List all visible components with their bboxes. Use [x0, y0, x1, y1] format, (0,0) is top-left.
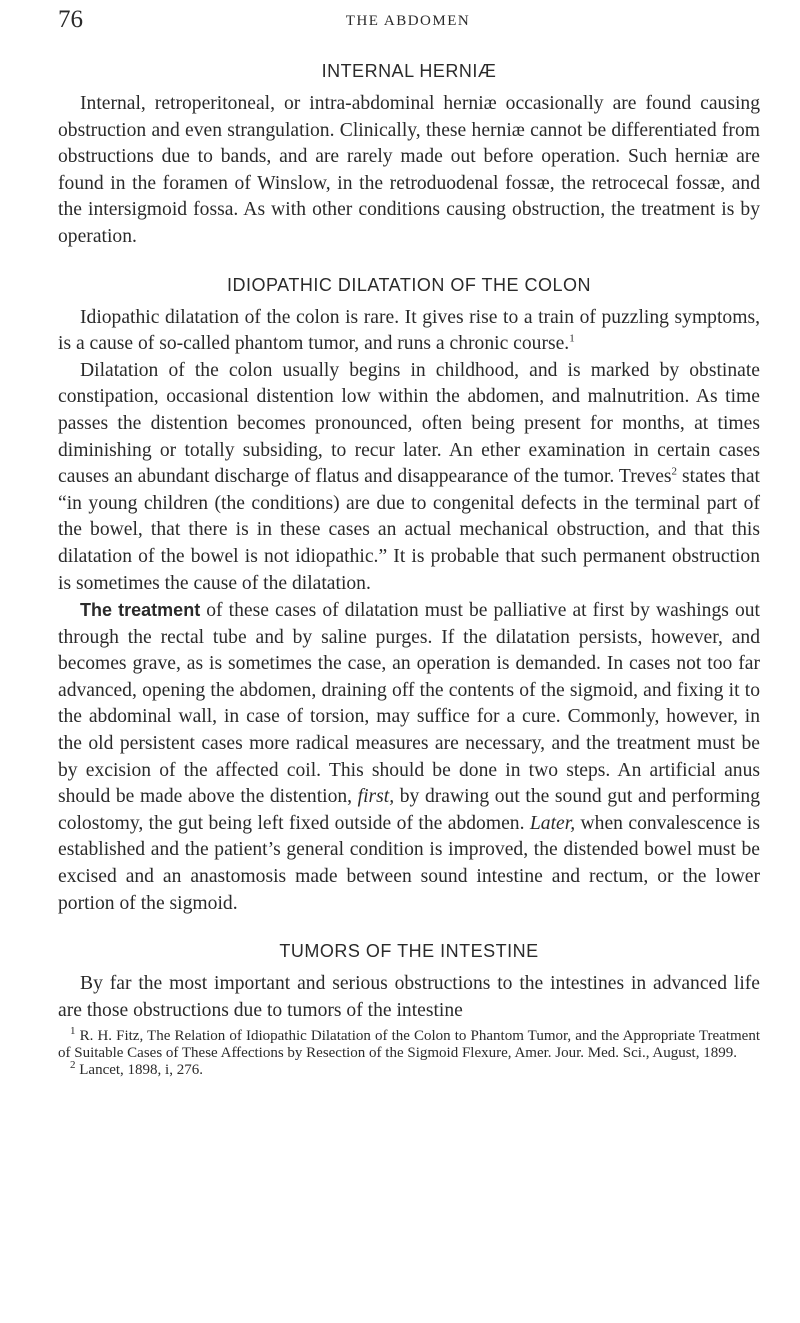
footnote-text: R. H. Fitz, The Relation of Idiopathic Dilatation of the Colon to Phantom Tumor, and the Appropriate Treatment of Suitable Cases of These Affections by Resection of the Sigmoid Flexure, Amer. Jour. Med. Sci., August, 1899. — [58, 1028, 760, 1062]
emphasis: Later, — [529, 812, 576, 834]
section-heading: TUMORS OF THE INTESTINE — [279, 941, 539, 962]
section-tumors — [58, 938, 760, 1024]
paragraph: By far the most important and serious obstructions to the intestines in advanced life are those obstructions due to tumors of the intestine — [58, 973, 760, 1021]
footnote — [58, 1025, 760, 1062]
page-number: 76 — [58, 6, 83, 33]
footnote — [58, 1059, 760, 1079]
footnote-mark: 2 — [70, 1059, 76, 1072]
paragraph-text: of these cases of dilatation must be palliative at first by washings out through the rectal tube and by saline purges. If the dilatation persists, however, and becomes grave, as is sometimes the case, an operation is demanded. In cases not too far advanced, opening the abdomen, draining off the contents of the sigmoid, and fixing it to the abdominal wall, in case of torsion, may suffice for a cure. Commonly, however, in the old persistent cases more radical measures are necessary, and the treatment must be by excision of the affected coil. This should be done in two steps. An artificial anus should be made above the distention, — [58, 600, 760, 808]
emphasis: first, — [357, 786, 395, 808]
lead-in: The treatment — [80, 600, 201, 621]
paragraph-text: when convalescence is established and the patient’s general condition is improved, the distended bowel must be excised and an anastomosis made between sound intestine and rectum, or the lower portion of the sigmoid. — [58, 812, 760, 914]
section-idiopathic-dilatation — [58, 272, 760, 918]
section-heading: INTERNAL HERNIÆ — [321, 61, 497, 81]
footnote-ref[interactable]: 1 — [569, 332, 575, 345]
paragraph-text: Dilatation of the colon usually begins in childhood, and is marked by obstinate constipation, occasional distention low within the abdomen, and malnutrition. As time passes the distention becomes pronounced, often being present for months, at times diminishing or totally subsiding, to recur later. An ether examination in certain cases causes an abundant discharge of flatus and disappearance of the tumor. Treves — [58, 359, 760, 488]
footnote-mark: 1 — [70, 1025, 76, 1038]
paragraph — [58, 358, 760, 597]
paragraph: Internal, retroperitoneal, or intra-abdominal herniæ occasionally are found causing obstruction and even strangulation. Clinically, these herniæ cannot be differentiated from obstructions due to bands, and are rarely made out before operation. Such herniæ are found in the foramen of Winslow, in the retroduodenal fossæ, the retrocecal fossæ, and the intersigmoid fossa. As with other conditions causing obstruction, the treatment is by operation. — [58, 93, 760, 247]
running-head — [58, 6, 758, 36]
section-internal-herniae — [58, 58, 760, 251]
paragraph — [58, 305, 760, 358]
paragraph — [58, 597, 760, 917]
paragraph-text: states that “in young children (the conditions) are due to congenital defects in the terminal part of the bowel, that there is in these cases an actual mechanical obstruction, and that this dilatation of the bowel is not idiopathic.” It is probable that such permanent obstruction is sometimes the cause of the dilatation. — [58, 466, 760, 594]
running-title: THE ABDOMEN — [345, 13, 471, 29]
footnotes — [58, 1025, 760, 1079]
footnote-text: Lancet, 1898, i, 276. — [75, 1062, 203, 1079]
page-body — [58, 58, 760, 1079]
paragraph-text: by drawing out the sound gut and performing colostomy, the gut being left fixed outside of the abdomen. — [58, 786, 760, 834]
section-heading: IDIOPATHIC DILATATION OF THE COLON — [226, 274, 592, 295]
paragraph-text: Idiopathic dilatation of the colon is rare. It gives rise to a train of puzzling symptoms, is a cause of so-called phantom tumor, and runs a chronic course. — [58, 306, 760, 355]
footnote-ref[interactable]: 2 — [671, 465, 678, 478]
